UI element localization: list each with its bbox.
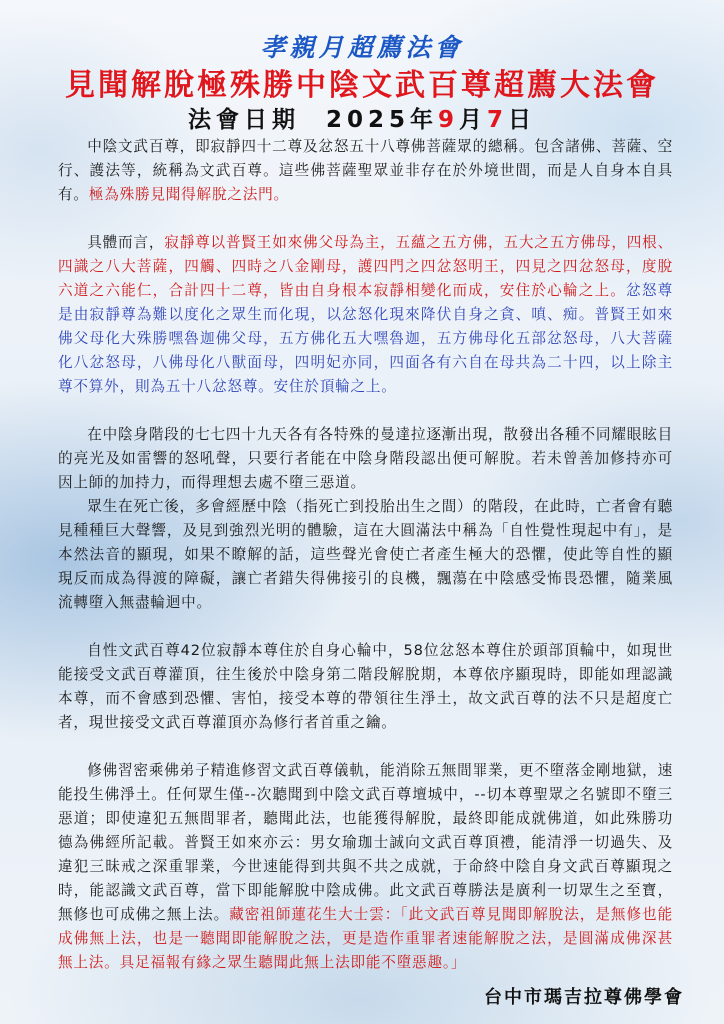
wrathful-deities-text: 忿怒尊是由寂靜尊為難以度化之眾生而化現，以忿怒化現來降伏自身之貪、嗔、痴。普賢王如來佛父母化大殊勝嘿魯迦佛父母，五方佛化五大嘿魯迦，五方佛母化五部忿怒母，八大菩薩化八忿怒母，八佛母化八獸面母，四明妃亦同，四面各有六自在母共為二十四，以上除主尊不算外，則為五十八忿怒尊。安住於頂輪之上。 bbox=[58, 282, 673, 395]
organization-name: 台中市瑪吉拉尊佛學會 bbox=[484, 987, 684, 1008]
date-year: 2025年 bbox=[325, 107, 438, 133]
paragraph-intro-text: 中陰文武百尊，即寂靜四十二尊及忿怒五十八尊佛菩薩眾的總稱。包含諸佛、菩薩、空行、護法等，統稱為文武百尊。這些佛菩薩聖眾並非存在於外境世間，而是人自身本自具有。 bbox=[58, 138, 673, 203]
article-body bbox=[58, 135, 673, 975]
event-date bbox=[0, 101, 724, 134]
event-title: 見聞解脫極殊勝中陰文武百尊超薦大法會 bbox=[65, 68, 659, 103]
date-day-unit: 日 bbox=[508, 107, 537, 133]
paragraph-intro bbox=[58, 135, 673, 207]
paragraph-intro-highlight: 極為殊勝見聞得解脫之法門。 bbox=[88, 186, 289, 203]
paragraph-deities bbox=[58, 231, 673, 399]
paragraph-merits bbox=[58, 759, 673, 975]
paragraph-merits-text: 修佛習密乘佛弟子精進修習文武百尊儀軌，能消除五無間罪業，更不墮落金剛地獄，速能投生佛淨土。任何眾生僅--次聽聞到中陰文武百尊壇城中，--切本尊聖眾之名號即不墮三惡道；即使違犯五無間罪者，聽聞此法，也能獲得解脫，最終即能成就佛道，如此殊勝功德為佛經所記載。普賢王如來亦云：男女瑜珈士誠向文武百尊頂禮，能清淨一切過失、及違犯三昧戒之深重罪業，今世速能得到共與不共之成就，于命終中陰自身文武百尊顯現之時，能認識文武百尊，當下即能解脫中陰成佛。此文武百尊勝法是廣利一切眾生之至寶，無修也可成佛之無上法。 bbox=[58, 762, 673, 923]
event-subtitle: 孝親月超薦法會 bbox=[260, 33, 464, 62]
paragraph-empowerment: 自性文武百尊42位寂靜本尊住於自身心輪中，58位忿怒本尊住於頭部頂輪中，如現世能接受文武百尊灌頂，往生後於中陰身第二階段解脫期，本尊依序顯現時，即能如理認識本尊，而不會感到恐懼、害怕，接受本尊的帶領往生淨土，故文武百尊的法不只是超度亡者，現世接受文武百尊灌頂亦為修行者首重之鑰。 bbox=[58, 642, 673, 731]
padmasambhava-quote: 藏密祖師蓮花生大士雲：「此文武百尊見聞即解脫法，是無修也能成佛無上法，也是一聽聞即能解脫之法，更是造作重罪者速能解脫之法，是圓滿成佛深甚無上法。具足福報有緣之眾生聽聞此無上法即能不墮惡趣。」 bbox=[58, 906, 673, 971]
date-day-number: 7 bbox=[487, 107, 509, 133]
date-month-number: 9 bbox=[438, 107, 460, 133]
peaceful-deities-text: 寂靜尊以普賢王如來佛父母為主，五蘊之五方佛，五大之五方佛母，四根、四識之八大菩薩，四觸、四時之八金剛母，護四門之四忿怒明王，四見之四忿怒母，度脫六道之六能仁，合計四十二尊，皆由自身根本寂靜相變化而成，安住於心輪之上。 bbox=[58, 234, 673, 299]
date-label: 法會日期 bbox=[187, 107, 300, 133]
paragraph-after-death: 眾生在死亡後，多會經歷中陰（指死亡到投胎出生之間）的階段，在此時，亡者會有聽見種種巨大聲響，及見到強烈光明的體驗，這在大圓滿法中稱為「自性覺性現起中有」，是本然法音的顯現，如果不瞭解的話，這些聲光會使亡者產生極大的恐懼，使此等自性的顯現反而成為得渡的障礙，讓亡者錯失得佛接引的良機，飄蕩在中陰感受怖畏恐懼，隨業風流轉墮入無盡輪迴中。 bbox=[58, 498, 673, 611]
paragraph-deities-intro: 具體而言， bbox=[87, 234, 165, 251]
date-month-unit: 月 bbox=[459, 107, 488, 133]
paragraph-bardo-stages: 在中陰身階段的七七四十九天各有各特殊的曼達拉逐漸出現，散發出各種不同耀眼眩目的亮光及如雷響的怒吼聲，只要行者能在中陰身階段認出便可解脫。若未曾善加修持亦可因上師的加持力，而得理想去處不墮三惡道。 bbox=[58, 426, 673, 491]
